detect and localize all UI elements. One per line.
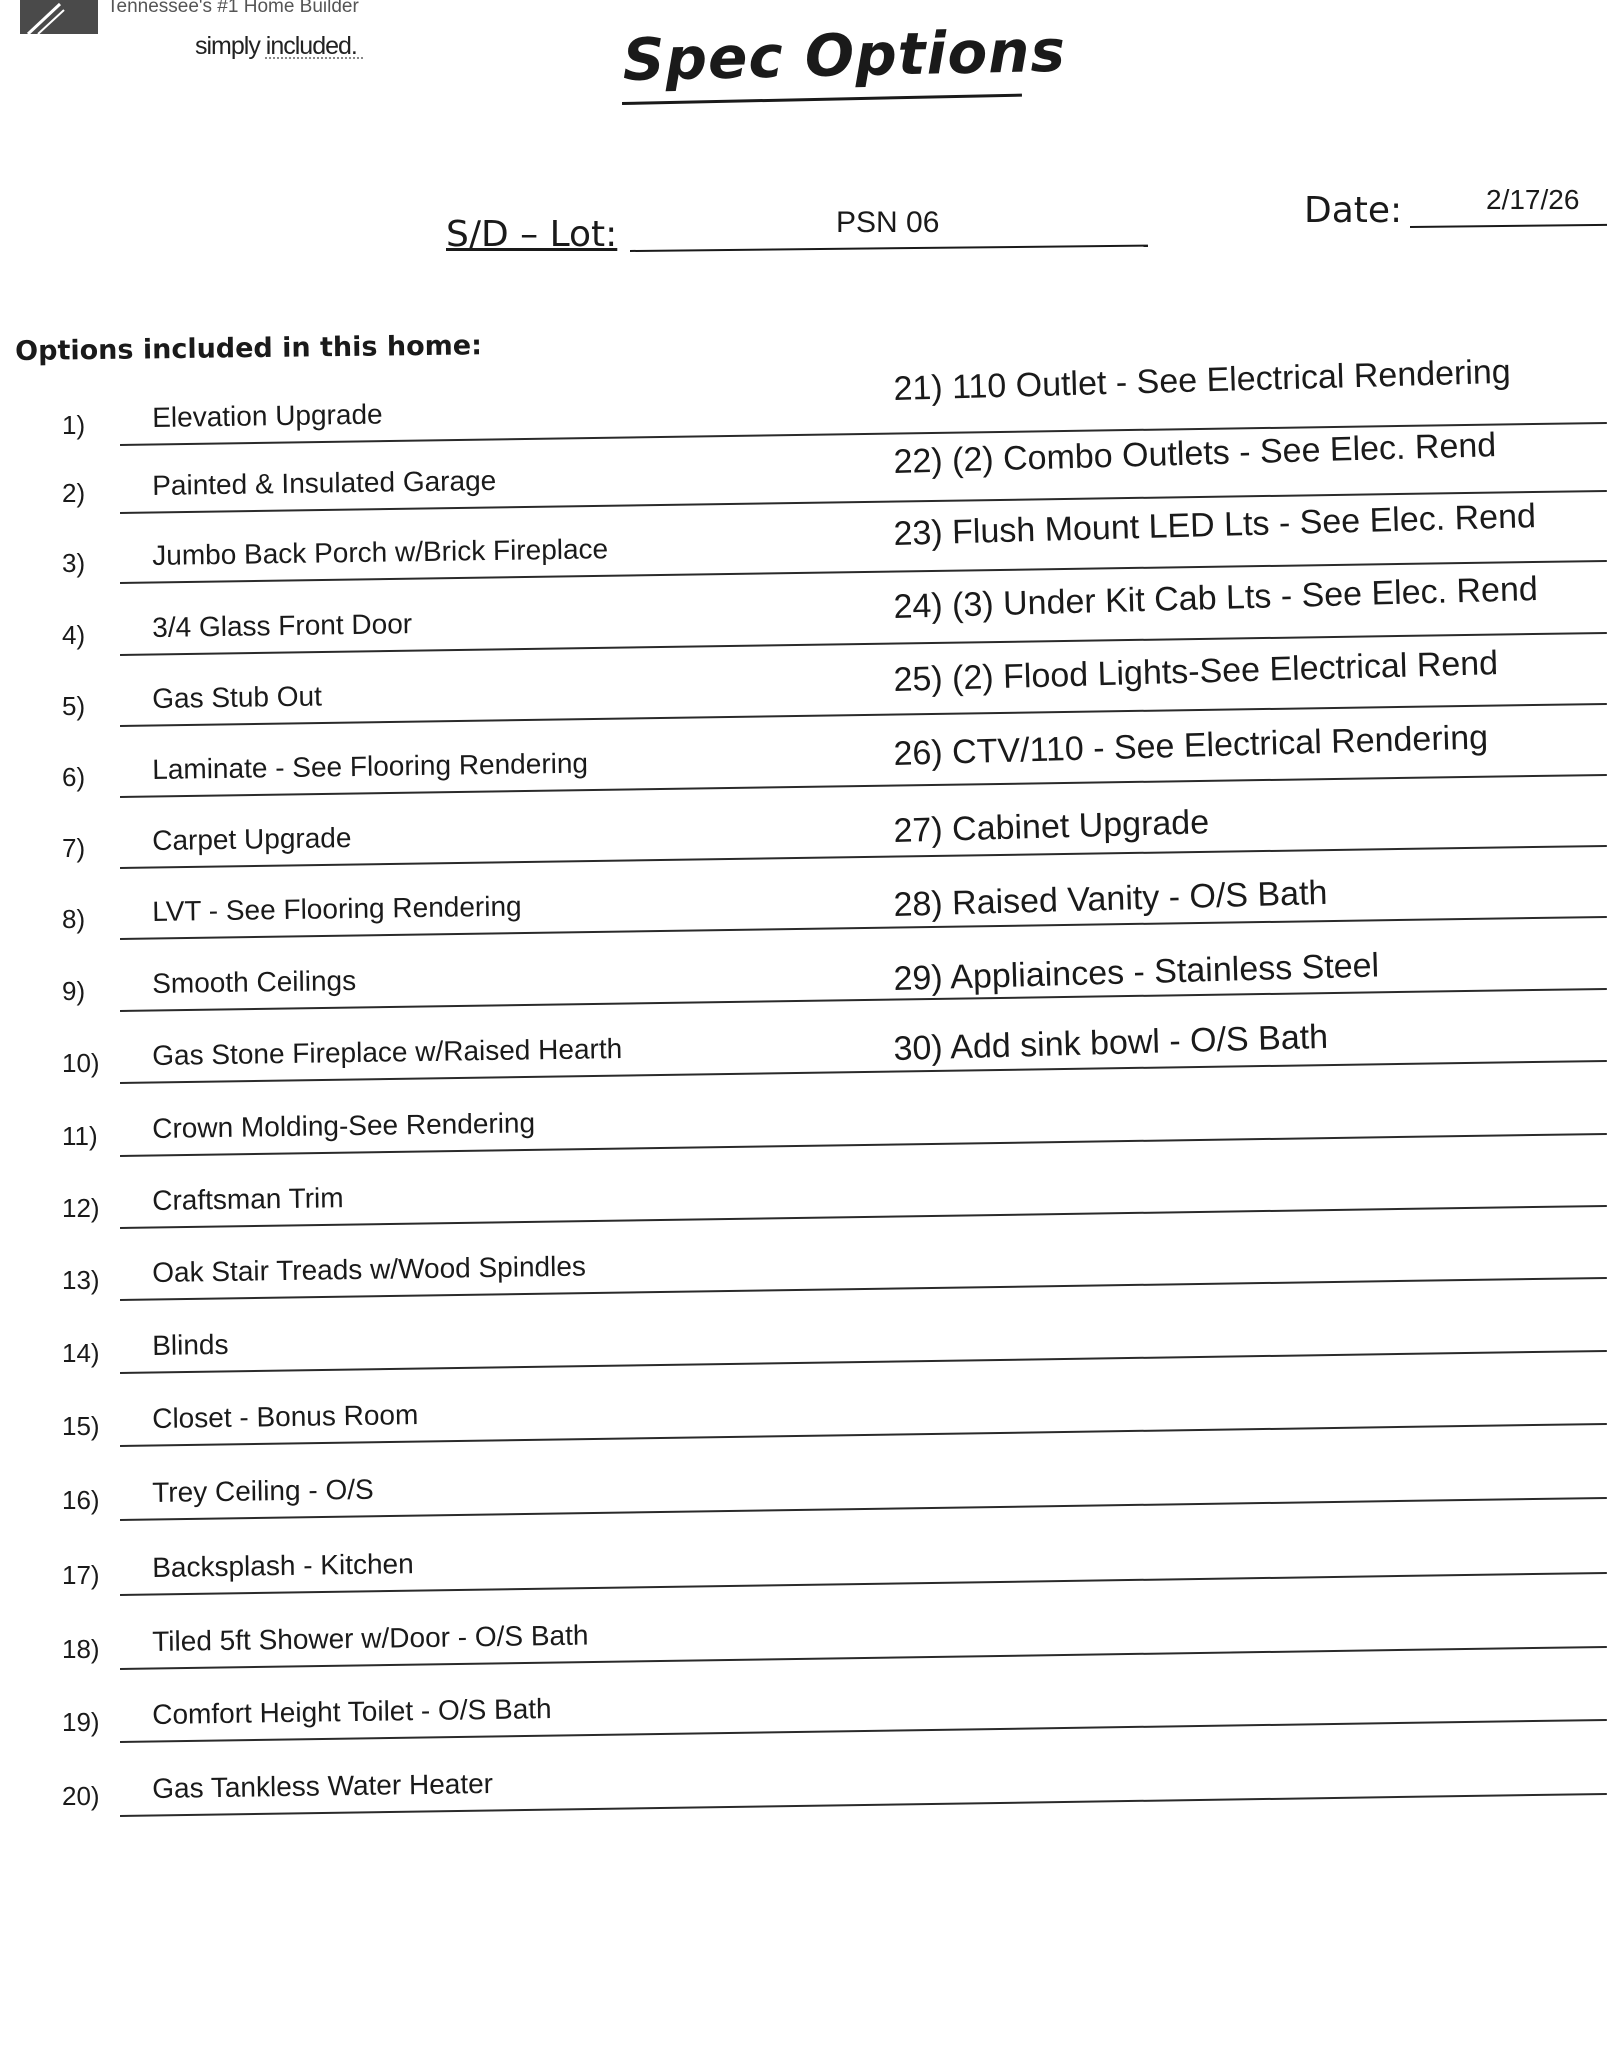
option-text: Gas Stone Fireplace w/Raised Hearth <box>152 1033 623 1071</box>
option-text: Painted & Insulated Garage <box>152 464 497 501</box>
option-number: 5) <box>62 691 86 721</box>
option-row <box>0 1393 1607 1463</box>
brand-fine-print <box>265 57 363 62</box>
option-text-right: 22) (2) Combo Outlets - See Elec. Rend <box>893 426 1497 481</box>
option-text: Elevation Upgrade <box>152 398 383 433</box>
option-text: Blinds <box>152 1328 229 1361</box>
option-number: 20) <box>62 1781 100 1811</box>
option-text: Craftsman Trim <box>152 1182 344 1216</box>
title-underline <box>622 94 1022 105</box>
option-text-right: 21) 110 Outlet - See Electrical Rendering <box>893 352 1512 408</box>
option-number: 2) <box>62 478 86 508</box>
option-number: 15) <box>62 1411 100 1441</box>
option-number: 16) <box>62 1485 100 1515</box>
option-text: Jumbo Back Porch w/Brick Fireplace <box>152 533 609 571</box>
option-number: 8) <box>62 904 86 934</box>
option-text-right: 28) Raised Vanity - O/S Bath <box>893 873 1328 924</box>
lot-line <box>630 245 1148 252</box>
option-row <box>0 815 1607 885</box>
option-text: Laminate - See Flooring Rendering <box>152 747 589 785</box>
option-row <box>0 1542 1607 1612</box>
option-row <box>0 1103 1607 1173</box>
option-text: Backsplash - Kitchen <box>152 1548 414 1583</box>
option-text-right: 24) (3) Under Kit Cab Lts - See Elec. Rend <box>893 570 1539 626</box>
date-value: 2/17/26 <box>1486 184 1580 215</box>
option-number: 12) <box>62 1193 100 1223</box>
option-text: Crown Molding-See Rendering <box>152 1107 536 1144</box>
option-number: 11) <box>62 1121 98 1151</box>
option-row <box>0 886 1607 956</box>
option-text: Smooth Ceilings <box>152 964 357 999</box>
option-row <box>0 1467 1607 1537</box>
option-number: 19) <box>62 1707 100 1737</box>
option-number: 3) <box>62 548 86 578</box>
option-text-right: 25) (2) Flood Lights-See Electrical Rend <box>893 644 1499 699</box>
option-number: 13) <box>62 1265 100 1295</box>
option-text: Gas Tankless Water Heater <box>152 1767 494 1804</box>
option-number: 1) <box>62 410 86 440</box>
option-number: 4) <box>62 620 86 650</box>
option-number: 18) <box>62 1634 100 1664</box>
option-row <box>0 1689 1607 1759</box>
option-text: Comfort Height Toilet - O/S Bath <box>152 1693 552 1730</box>
option-line <box>120 1350 1607 1374</box>
option-number: 17) <box>62 1560 100 1590</box>
option-row <box>0 1175 1607 1245</box>
logo-graphic <box>20 0 98 40</box>
option-number: 9) <box>62 976 86 1006</box>
date-line <box>1410 224 1607 228</box>
option-text-right: 29) Appliainces - Stainless Steel <box>893 946 1380 998</box>
option-number: 14) <box>62 1338 100 1368</box>
option-text: Oak Stair Treads w/Wood Spindles <box>152 1250 587 1288</box>
option-row <box>0 1320 1607 1390</box>
option-row <box>0 1030 1607 1100</box>
options-heading: Options included in this home: <box>15 330 483 367</box>
option-text-right: 30) Add sink bowl - O/S Bath <box>893 1017 1329 1068</box>
logo-tagline: Tennessee's #1 Home Builder <box>107 0 359 17</box>
lot-value: PSN 06 <box>836 206 940 239</box>
option-number: 7) <box>62 833 86 863</box>
option-text-right: 27) Cabinet Upgrade <box>893 803 1210 850</box>
option-text: 3/4 Glass Front Door <box>152 608 413 643</box>
option-row <box>0 1247 1607 1317</box>
option-text: Trey Ceiling - O/S <box>152 1473 374 1508</box>
option-text: Carpet Upgrade <box>152 822 352 856</box>
option-number: 6) <box>62 762 86 792</box>
option-row <box>0 1616 1607 1686</box>
option-number: 10) <box>62 1048 100 1078</box>
logo-mark <box>20 0 98 40</box>
option-text: Gas Stub Out <box>152 680 323 714</box>
option-text-right: 23) Flush Mount LED Lts - See Elec. Rend <box>893 497 1537 553</box>
lot-label: S/D – Lot: <box>446 214 618 255</box>
option-text: Tiled 5ft Shower w/Door - O/S Bath <box>152 1619 589 1657</box>
date-label: Date: <box>1304 190 1403 231</box>
option-row <box>0 1763 1607 1833</box>
option-text: Closet - Bonus Room <box>152 1399 419 1434</box>
page-title: Spec Options <box>622 16 1067 94</box>
option-text: LVT - See Flooring Rendering <box>152 890 522 927</box>
option-text-right: 26) CTV/110 - See Electrical Rendering <box>893 718 1489 773</box>
brand-name: simply included. <box>195 32 357 60</box>
